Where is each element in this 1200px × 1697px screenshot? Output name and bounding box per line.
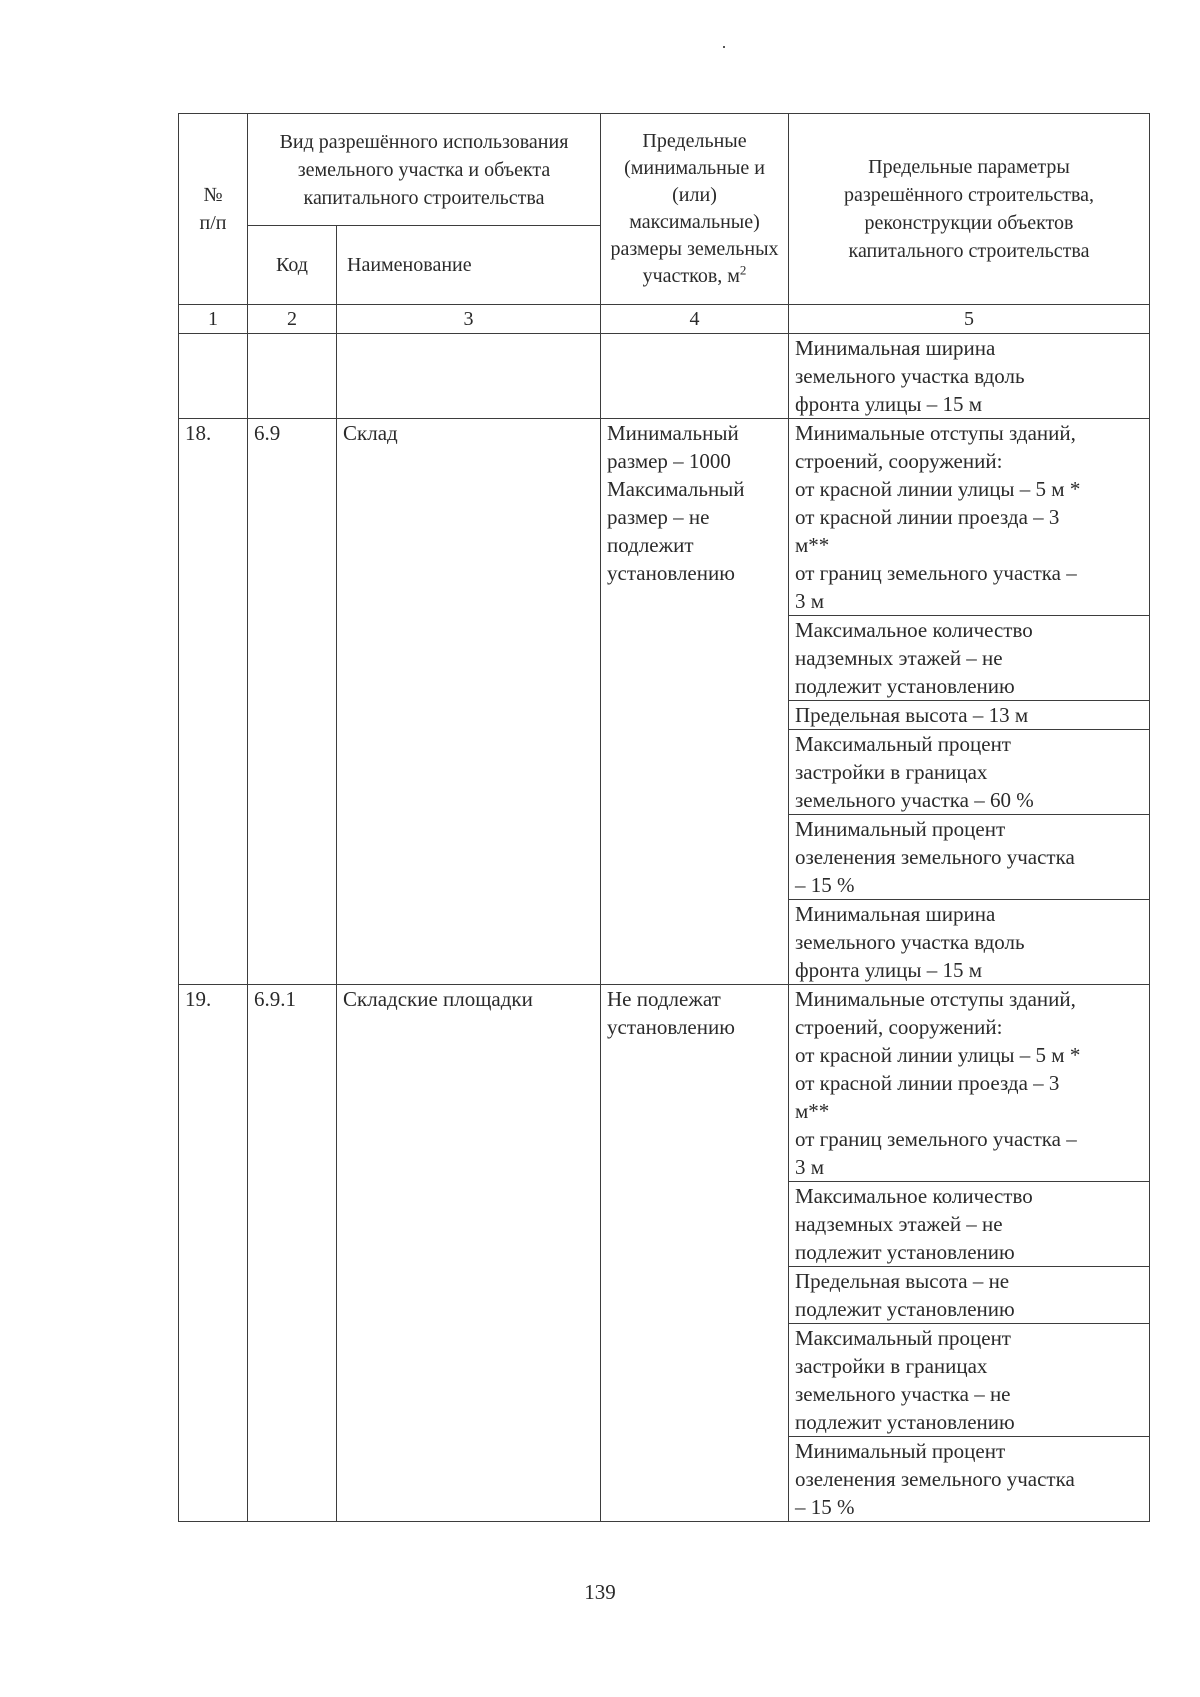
param-cell: Предельная высота – 13 м — [789, 701, 1150, 730]
param-cell: Минимальная ширина земельного участка вдоль фронта улицы – 15 м — [789, 334, 1150, 419]
param-cell: Минимальный процент озеленения земельного участка – 15 % — [789, 1437, 1150, 1522]
land-use-regulations-table — [178, 113, 1150, 1522]
param-cell: Максимальное количество надземных этажей – не подлежит установлению — [789, 616, 1150, 701]
header-code: Код — [248, 226, 337, 305]
scan-speck — [723, 46, 725, 48]
cell-empty — [337, 334, 601, 419]
cell-empty — [248, 334, 337, 419]
plot-size: Не подлежат установлению — [601, 985, 789, 1522]
row-number: 18. — [179, 419, 248, 985]
col-number-5: 5 — [789, 305, 1150, 334]
table-row — [179, 985, 1150, 1182]
cell-empty — [601, 334, 789, 419]
param-cell: Минимальный процент озеленения земельного участка – 15 % — [789, 815, 1150, 900]
use-name: Складские площадки — [337, 985, 601, 1522]
header-plot-size-sup: 2 — [739, 262, 747, 278]
param-cell: Максимальный процент застройки в границах земельного участка – не подлежит установлению — [789, 1324, 1150, 1437]
table-row-continuation — [179, 334, 1150, 419]
param-cell: Максимальный процент застройки в границах земельного участка – 60 % — [789, 730, 1150, 815]
table-row — [179, 419, 1150, 616]
header-use-type: Вид разрешённого использования земельного участка и объекта капитального строительства — [248, 114, 601, 226]
header-params: Предельные параметры разрешённого строительства, реконструкции объектов капитального строительства — [789, 114, 1150, 305]
use-name: Склад — [337, 419, 601, 985]
use-code: 6.9.1 — [248, 985, 337, 1522]
col-number-4: 4 — [601, 305, 789, 334]
page-number: 139 — [584, 1580, 616, 1604]
param-cell: Предельная высота – не подлежит установлению — [789, 1267, 1150, 1324]
header-num: № п/п — [179, 114, 248, 305]
cell-empty — [179, 334, 248, 419]
param-cell: Минимальные отступы зданий, строений, сооружений: от красной линии улицы – 5 м * от красной линии проезда – 3 м** от границ земельного участка – 3 м — [789, 985, 1150, 1182]
param-cell: Минимальная ширина земельного участка вдоль фронта улицы – 15 м — [789, 900, 1150, 985]
param-cell: Минимальные отступы зданий, строений, сооружений: от красной линии улицы – 5 м * от красной линии проезда – 3 м** от границ земельного участка – 3 м — [789, 419, 1150, 616]
header-plot-size-text: Предельные (минимальные и (или) максимальные) размеры земельных участков, м — [610, 130, 779, 287]
param-cell: Максимальное количество надземных этажей – не подлежит установлению — [789, 1182, 1150, 1267]
col-number-2: 2 — [248, 305, 337, 334]
header-name: Наименование — [337, 226, 601, 305]
col-number-3: 3 — [337, 305, 601, 334]
header-plot-size — [601, 114, 789, 305]
use-code: 6.9 — [248, 419, 337, 985]
plot-size: Минимальный размер – 1000 Максимальный размер – не подлежит установлению — [601, 419, 789, 985]
col-number-1: 1 — [179, 305, 248, 334]
row-number: 19. — [179, 985, 248, 1522]
